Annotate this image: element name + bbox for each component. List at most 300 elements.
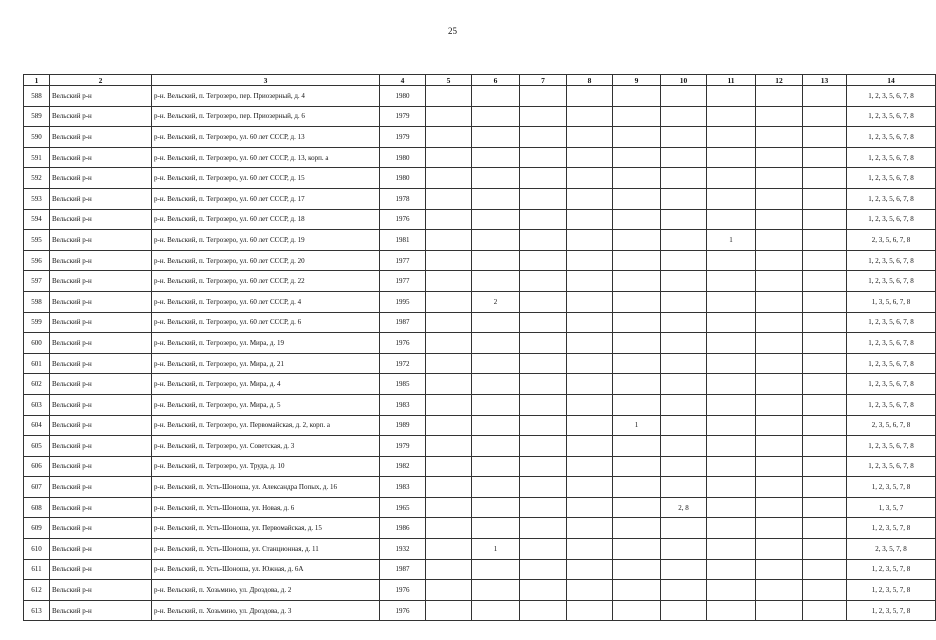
table-cell (803, 353, 847, 374)
table-cell (520, 415, 567, 436)
table-cell (803, 291, 847, 312)
table-cell (756, 436, 803, 457)
table-cell: Вельский р-н (50, 394, 152, 415)
table-cell (803, 394, 847, 415)
table-cell (613, 456, 661, 477)
table-cell: р-н. Вельский, п. Тегрозеро, ул. 60 лет СССР, д. 22 (152, 271, 380, 292)
column-header: 14 (847, 75, 936, 86)
table-cell (756, 580, 803, 601)
table-cell: 1981 (380, 230, 426, 251)
table-cell (756, 188, 803, 209)
table-cell (426, 271, 472, 292)
table-cell: р-н. Вельский, п. Тегрозеро, ул. 60 лет СССР, д. 20 (152, 250, 380, 271)
table-cell (613, 86, 661, 107)
table-cell: 1995 (380, 291, 426, 312)
table-cell (756, 600, 803, 621)
column-header: 7 (520, 75, 567, 86)
table-cell (803, 333, 847, 354)
column-header: 8 (567, 75, 613, 86)
table-cell (426, 456, 472, 477)
table-cell: 598 (24, 291, 50, 312)
table-row (24, 271, 936, 292)
table-cell (661, 250, 707, 271)
table-cell: 602 (24, 374, 50, 395)
table-row (24, 147, 936, 168)
table-cell: 1, 3, 5, 7 (847, 497, 936, 518)
table-cell (472, 333, 520, 354)
table-cell: 613 (24, 600, 50, 621)
table-cell (803, 106, 847, 127)
table-cell (661, 230, 707, 251)
table-cell: 1, 2, 3, 5, 7, 8 (847, 580, 936, 601)
table-cell: р-н. Вельский, п. Тегрозеро, ул. 60 лет СССР, д. 4 (152, 291, 380, 312)
table-cell: 1, 2, 3, 5, 6, 7, 8 (847, 271, 936, 292)
table-cell: р-н. Вельский, п. Усть-Шоноша, ул. Южная, д. 6А (152, 559, 380, 580)
table-cell: Вельский р-н (50, 497, 152, 518)
table-cell (426, 209, 472, 230)
table-cell: 611 (24, 559, 50, 580)
table-cell (803, 188, 847, 209)
table-cell (520, 250, 567, 271)
table-row (24, 539, 936, 560)
table-cell (567, 456, 613, 477)
table-cell: 1972 (380, 353, 426, 374)
table-cell: 1 (613, 415, 661, 436)
table-cell: 599 (24, 312, 50, 333)
table-cell (426, 312, 472, 333)
table-cell (426, 333, 472, 354)
table-cell: 2, 8 (661, 497, 707, 518)
table-cell (472, 600, 520, 621)
table-row (24, 127, 936, 148)
table-cell: р-н. Вельский, п. Тегрозеро, ул. 60 лет СССР, д. 19 (152, 230, 380, 251)
table-cell (472, 559, 520, 580)
table-cell (426, 497, 472, 518)
table-cell: 1983 (380, 394, 426, 415)
table-cell (472, 168, 520, 189)
table-cell (707, 477, 756, 498)
table-cell: 1, 2, 3, 5, 6, 7, 8 (847, 436, 936, 457)
table-cell (613, 188, 661, 209)
table-cell (426, 436, 472, 457)
table-cell: 1, 2, 3, 5, 6, 7, 8 (847, 147, 936, 168)
table-cell: 1979 (380, 436, 426, 457)
table-cell (661, 600, 707, 621)
table-cell (707, 580, 756, 601)
table-cell (567, 497, 613, 518)
table-cell: 1, 2, 3, 5, 6, 7, 8 (847, 312, 936, 333)
table-cell: р-н. Вельский, п. Усть-Шоноша, ул. Первомайская, д. 15 (152, 518, 380, 539)
table-cell (661, 312, 707, 333)
table-cell (520, 394, 567, 415)
table-cell: 1, 2, 3, 5, 6, 7, 8 (847, 106, 936, 127)
table-cell (661, 147, 707, 168)
table-cell (707, 209, 756, 230)
table-cell (520, 209, 567, 230)
table-cell (520, 456, 567, 477)
table-cell (613, 333, 661, 354)
table-cell: 1983 (380, 477, 426, 498)
table-cell: 1976 (380, 209, 426, 230)
table-cell (707, 127, 756, 148)
table-cell: р-н. Вельский, п. Тегрозеро, пер. Приозерный, д. 6 (152, 106, 380, 127)
table-cell: Вельский р-н (50, 230, 152, 251)
table-cell: 1, 2, 3, 5, 6, 7, 8 (847, 168, 936, 189)
table-cell (803, 539, 847, 560)
table-cell (426, 415, 472, 436)
table-cell: 2 (472, 291, 520, 312)
table-cell (426, 86, 472, 107)
table-cell (613, 127, 661, 148)
table-cell: 1932 (380, 539, 426, 560)
table-cell (803, 600, 847, 621)
table-cell (661, 86, 707, 107)
table-cell: 1, 2, 3, 5, 6, 7, 8 (847, 394, 936, 415)
table-cell (707, 415, 756, 436)
table-cell (613, 559, 661, 580)
table-cell (426, 106, 472, 127)
table-cell (707, 312, 756, 333)
table-cell (567, 539, 613, 560)
table-cell: 1976 (380, 600, 426, 621)
table-cell (426, 291, 472, 312)
table-cell: Вельский р-н (50, 580, 152, 601)
table-cell (613, 600, 661, 621)
table-cell (756, 86, 803, 107)
column-header: 13 (803, 75, 847, 86)
table-cell (756, 477, 803, 498)
table-cell (472, 415, 520, 436)
table-cell (661, 106, 707, 127)
table-cell: 597 (24, 271, 50, 292)
table-cell: Вельский р-н (50, 415, 152, 436)
table-cell (520, 497, 567, 518)
table-cell (803, 497, 847, 518)
table-body (24, 86, 936, 621)
table-cell: 610 (24, 539, 50, 560)
table-cell (756, 127, 803, 148)
table-cell: 1989 (380, 415, 426, 436)
table-cell (567, 106, 613, 127)
table-cell (613, 250, 661, 271)
table-cell (707, 291, 756, 312)
table-cell (613, 106, 661, 127)
table-cell (567, 353, 613, 374)
table-cell: 591 (24, 147, 50, 168)
table-cell (613, 271, 661, 292)
table-cell (661, 374, 707, 395)
table-cell (567, 291, 613, 312)
table-cell: 1, 2, 3, 5, 6, 7, 8 (847, 250, 936, 271)
table-cell: р-н. Вельский, п. Тегрозеро, ул. Мира, д. 4 (152, 374, 380, 395)
table-cell: р-н. Вельский, п. Тегрозеро, ул. 60 лет СССР, д. 13, корп. а (152, 147, 380, 168)
table-cell (426, 250, 472, 271)
table-cell: р-н. Вельский, п. Хозьмино, ул. Дроздова, д. 3 (152, 600, 380, 621)
table-cell (426, 477, 472, 498)
table-cell: 612 (24, 580, 50, 601)
table-cell (472, 86, 520, 107)
table-cell (707, 86, 756, 107)
table-cell (567, 436, 613, 457)
table-cell: 601 (24, 353, 50, 374)
table-row (24, 374, 936, 395)
table-row (24, 312, 936, 333)
table-cell: р-н. Вельский, п. Усть-Шоноша, ул. Станционная, д. 11 (152, 539, 380, 560)
table-cell (426, 559, 472, 580)
column-header: 3 (152, 75, 380, 86)
table-cell: Вельский р-н (50, 559, 152, 580)
table-cell (613, 353, 661, 374)
table-cell (520, 271, 567, 292)
table-cell: Вельский р-н (50, 147, 152, 168)
table-cell (567, 209, 613, 230)
table-row (24, 333, 936, 354)
table-cell (756, 374, 803, 395)
column-header: 4 (380, 75, 426, 86)
table-cell: 1, 2, 3, 5, 7, 8 (847, 518, 936, 539)
table-cell: р-н. Вельский, п. Тегрозеро, ул. Советская, д. 3 (152, 436, 380, 457)
table-cell (520, 539, 567, 560)
table-cell: Вельский р-н (50, 456, 152, 477)
column-header: 12 (756, 75, 803, 86)
table-cell (707, 250, 756, 271)
table-cell (707, 106, 756, 127)
table-cell (520, 580, 567, 601)
table-cell (520, 312, 567, 333)
table-cell (567, 188, 613, 209)
table-cell (472, 580, 520, 601)
table-cell (567, 415, 613, 436)
table-row (24, 168, 936, 189)
table-cell (707, 394, 756, 415)
table-cell (567, 127, 613, 148)
table-cell (661, 333, 707, 354)
table-row (24, 518, 936, 539)
table-cell (567, 394, 613, 415)
table-cell (613, 147, 661, 168)
table-cell (613, 497, 661, 518)
table-cell (567, 600, 613, 621)
table-cell: 1976 (380, 580, 426, 601)
table-cell (567, 559, 613, 580)
table-cell (613, 209, 661, 230)
column-header: 9 (613, 75, 661, 86)
table-cell (567, 580, 613, 601)
table-cell (426, 168, 472, 189)
table-cell (756, 291, 803, 312)
table-cell (426, 127, 472, 148)
table-cell (803, 559, 847, 580)
table-cell: 1982 (380, 456, 426, 477)
table-cell (756, 147, 803, 168)
table-cell: Вельский р-н (50, 86, 152, 107)
table-cell (661, 353, 707, 374)
table-cell (472, 518, 520, 539)
table-cell (567, 333, 613, 354)
table-cell: 1965 (380, 497, 426, 518)
table-cell (707, 147, 756, 168)
table-cell (803, 168, 847, 189)
table-cell (661, 436, 707, 457)
table-cell (426, 353, 472, 374)
table-cell (661, 415, 707, 436)
table-cell: Вельский р-н (50, 353, 152, 374)
table-cell (756, 415, 803, 436)
table-cell: р-н. Вельский, п. Тегрозеро, ул. Мира, д. 5 (152, 394, 380, 415)
table-cell (803, 250, 847, 271)
table-cell (520, 374, 567, 395)
table-cell (803, 86, 847, 107)
table-cell (613, 291, 661, 312)
table-cell (567, 250, 613, 271)
table-cell: Вельский р-н (50, 127, 152, 148)
table-cell: 2, 3, 5, 7, 8 (847, 539, 936, 560)
table-cell: 594 (24, 209, 50, 230)
table-cell: 1, 2, 3, 5, 6, 7, 8 (847, 86, 936, 107)
table-row (24, 415, 936, 436)
table-cell: 600 (24, 333, 50, 354)
table-cell (472, 497, 520, 518)
table-row (24, 559, 936, 580)
table-cell (567, 147, 613, 168)
table-cell (567, 168, 613, 189)
table-cell (472, 477, 520, 498)
table-row (24, 353, 936, 374)
table-cell (803, 374, 847, 395)
table-cell: 1980 (380, 86, 426, 107)
table-cell: р-н. Вельский, п. Тегрозеро, ул. 60 лет СССР, д. 18 (152, 209, 380, 230)
table-row (24, 106, 936, 127)
table-cell: 1, 2, 3, 5, 6, 7, 8 (847, 333, 936, 354)
table-cell: 1, 2, 3, 5, 6, 7, 8 (847, 353, 936, 374)
table-cell (707, 353, 756, 374)
table-cell: Вельский р-н (50, 436, 152, 457)
table-cell: Вельский р-н (50, 600, 152, 621)
table-cell (613, 436, 661, 457)
table-cell (756, 394, 803, 415)
table-cell (472, 456, 520, 477)
table-cell: 1 (472, 539, 520, 560)
table-cell (520, 477, 567, 498)
table-cell (426, 188, 472, 209)
table-row (24, 497, 936, 518)
table-cell: 1986 (380, 518, 426, 539)
table-cell (756, 271, 803, 292)
table-cell: 595 (24, 230, 50, 251)
table-cell: р-н. Вельский, п. Тегрозеро, ул. Мира, д. 21 (152, 353, 380, 374)
table-cell: 608 (24, 497, 50, 518)
table-cell (472, 209, 520, 230)
table-cell (520, 127, 567, 148)
table-cell (707, 168, 756, 189)
table-cell: р-н. Вельский, п. Тегрозеро, ул. 60 лет СССР, д. 6 (152, 312, 380, 333)
table-cell: 1987 (380, 559, 426, 580)
table-cell (803, 127, 847, 148)
page-number: 25 (448, 26, 457, 36)
table-cell (520, 106, 567, 127)
table-cell: 1, 2, 3, 5, 7, 8 (847, 559, 936, 580)
table-cell (472, 127, 520, 148)
table-cell (707, 518, 756, 539)
table-row (24, 230, 936, 251)
table-cell (567, 271, 613, 292)
table-cell (661, 539, 707, 560)
table-cell (756, 250, 803, 271)
table-cell: 1980 (380, 147, 426, 168)
table-cell (803, 312, 847, 333)
table-cell (803, 580, 847, 601)
table-cell (707, 188, 756, 209)
table-cell (661, 188, 707, 209)
table-cell (756, 230, 803, 251)
table-row (24, 436, 936, 457)
table-cell: 1976 (380, 333, 426, 354)
table-cell (426, 518, 472, 539)
table-cell: р-н. Вельский, п. Тегрозеро, пер. Приозерный, д. 4 (152, 86, 380, 107)
table-cell (426, 394, 472, 415)
table-cell (426, 600, 472, 621)
table-cell: р-н. Вельский, п. Усть-Шоноша, ул. Александра Попых, д. 16 (152, 477, 380, 498)
table-cell: 596 (24, 250, 50, 271)
table-cell (803, 209, 847, 230)
table-cell: Вельский р-н (50, 477, 152, 498)
table-cell (661, 559, 707, 580)
table-cell (661, 271, 707, 292)
table-cell: 1, 2, 3, 5, 6, 7, 8 (847, 127, 936, 148)
table-cell: 1977 (380, 250, 426, 271)
table-cell (520, 600, 567, 621)
table-cell (661, 580, 707, 601)
table-cell: Вельский р-н (50, 539, 152, 560)
table-cell: 1, 2, 3, 5, 6, 7, 8 (847, 188, 936, 209)
table-row (24, 600, 936, 621)
table-cell: 588 (24, 86, 50, 107)
table-cell: Вельский р-н (50, 188, 152, 209)
table-cell (472, 374, 520, 395)
table-cell: Вельский р-н (50, 271, 152, 292)
table-cell (472, 271, 520, 292)
column-header: 1 (24, 75, 50, 86)
table-row (24, 394, 936, 415)
table-cell: 590 (24, 127, 50, 148)
table-cell (520, 353, 567, 374)
table-cell (613, 539, 661, 560)
column-header: 11 (707, 75, 756, 86)
table-cell (661, 209, 707, 230)
table-cell: Вельский р-н (50, 291, 152, 312)
table-cell (520, 188, 567, 209)
table-cell (756, 559, 803, 580)
table-cell: Вельский р-н (50, 333, 152, 354)
table-cell (426, 539, 472, 560)
table-row (24, 477, 936, 498)
table-cell: 603 (24, 394, 50, 415)
table-cell (661, 168, 707, 189)
table-cell: Вельский р-н (50, 168, 152, 189)
table-cell (567, 230, 613, 251)
table-cell: 592 (24, 168, 50, 189)
table-cell (567, 86, 613, 107)
table-cell (567, 518, 613, 539)
table-cell: 609 (24, 518, 50, 539)
table-cell (661, 291, 707, 312)
table-cell (426, 230, 472, 251)
table-row (24, 209, 936, 230)
table-cell: Вельский р-н (50, 250, 152, 271)
table-cell (472, 436, 520, 457)
table-header-row (24, 75, 936, 86)
table-cell: 606 (24, 456, 50, 477)
